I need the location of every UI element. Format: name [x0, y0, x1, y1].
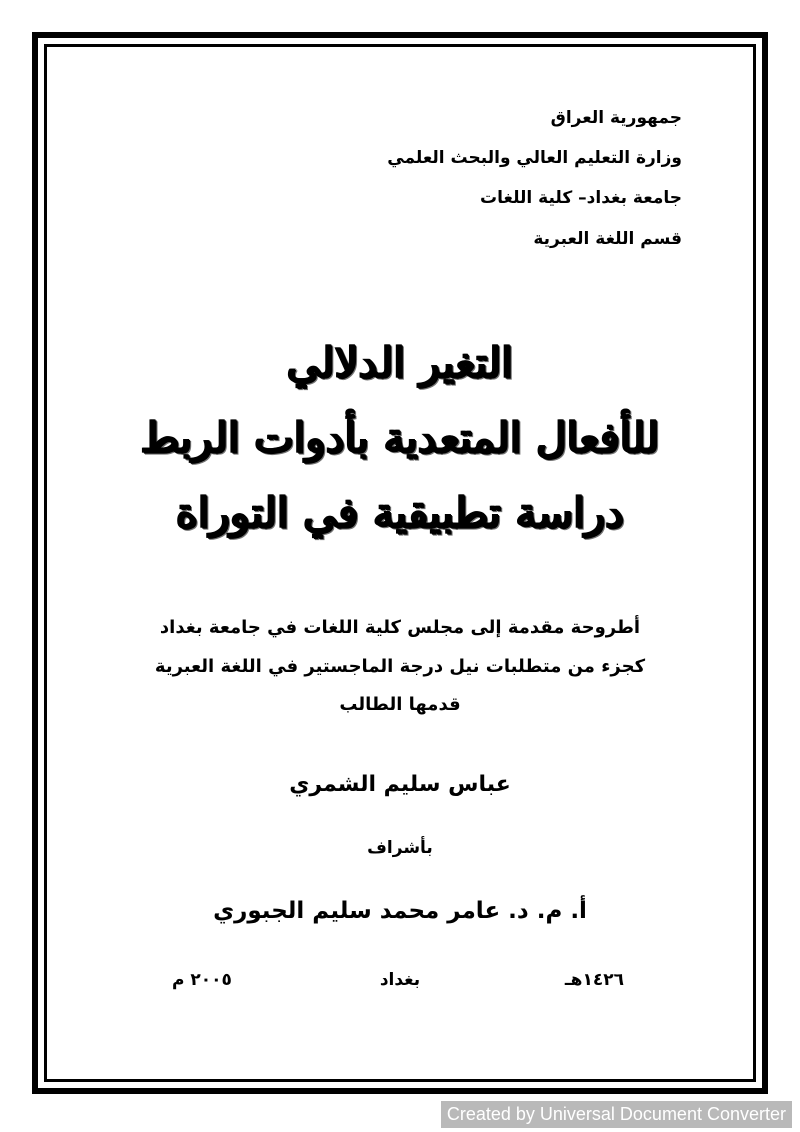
submission-line-3: قدمها الطالب	[339, 694, 461, 715]
converter-watermark: Created by Universal Document Converter	[441, 1101, 792, 1128]
header-department: قسم اللغة العبرية	[533, 229, 682, 249]
thesis-title-line-2: للأفعال المتعدية بأدوات الربط	[140, 413, 660, 462]
supervision-label: بأشراف	[367, 838, 433, 858]
thesis-title-line-3: دراسة تطبيقية في التوراة	[175, 488, 625, 537]
student-name: عباس سليم الشمري	[289, 772, 511, 797]
submission-line-1: أطروحة مقدمة إلى مجلس كلية اللغات في جامعة بغداد	[159, 617, 641, 638]
hijri-year: ١٤٢٦هـ	[564, 970, 624, 990]
thesis-title-line-1: التغير الدلالي	[286, 338, 514, 387]
gregorian-year: ٢٠٠٥ م	[172, 970, 232, 990]
header-country: جمهورية العراق	[550, 108, 682, 128]
header-ministry: وزارة التعليم العالي والبحث العلمي	[387, 148, 682, 168]
header-university: جامعة بغداد– كلية اللغات	[480, 188, 682, 208]
city: بغداد	[379, 970, 421, 990]
submission-line-2: كجزء من متطلبات نيل درجة الماجستير في اللغة العبرية	[154, 656, 646, 677]
supervisor-name: أ. م. د. عامر محمد سليم الجبوري	[213, 898, 587, 924]
